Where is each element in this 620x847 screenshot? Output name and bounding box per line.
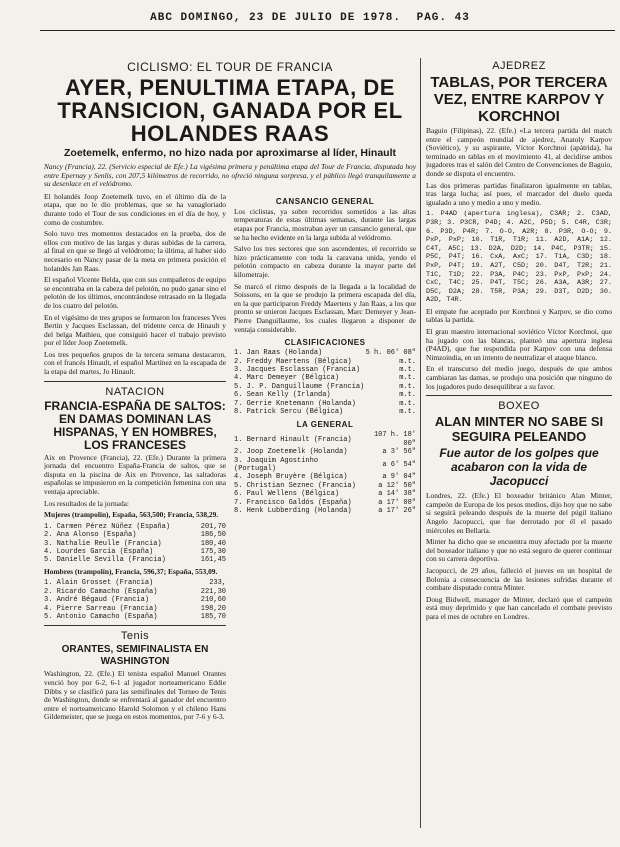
table-row <box>234 358 416 366</box>
swimming-headline: FRANCIA-ESPAÑA DE SALTOS: EN DAMAS DOMINAN LAS HISPANAS, Y EN HOMBRES, LOS FRANCESES <box>44 398 226 452</box>
table-cell: 6. Paul Wellens (Bélgica) <box>234 490 340 499</box>
masthead-rule <box>40 30 615 31</box>
page-number: PAG. 43 <box>416 12 470 24</box>
chess-para: El empate fue aceptado por Korchnoi y Karpov, se dio como tablas la partida. <box>426 306 612 325</box>
table-cell: a 3' 56" <box>382 448 416 457</box>
table-cell: 4. Marc Demeyer (Bélgica) <box>234 374 340 383</box>
table-cell: a 14' 38" <box>378 490 416 499</box>
table-row <box>234 490 416 498</box>
table-cell: 7. Gerrie Knetemann (Holanda) <box>234 399 356 408</box>
chess-section-title: AJEDREZ <box>492 60 546 72</box>
table-cell: 107 h. 18' 00" <box>373 431 416 448</box>
swimming-men-title: Hombres (trampolín), Francia, 596,37; España, 553,09. <box>44 566 218 576</box>
general-results-table <box>234 431 416 515</box>
table-row <box>234 391 416 399</box>
table-cell: m.t. <box>399 357 416 366</box>
table-row <box>234 482 416 490</box>
cycling-right-subcolumn <box>234 193 416 725</box>
table-cell: m.t. <box>399 365 416 374</box>
cycling-headline: AYER, PENULTIMA ETAPA, DE TRANSICION, GANADA POR EL HOLANDES RAAS <box>57 75 403 146</box>
chess-para: El gran maestro internacional soviético Víctor Korchnoi, que ha jugado con las blancas, planteó una apertura inglesa (P4AD), que fue respondida por Karpov con una defensa Nimzoindia, en un intento de neutralizar el ataque blanco. <box>426 327 612 362</box>
table-cell: 8. Patrick Sercu (Bélgica) <box>234 407 344 416</box>
table-row <box>44 588 226 596</box>
table-cell: a 12' 50" <box>378 481 416 490</box>
table-cell: 7. Francisco Galdós (España) <box>234 498 352 507</box>
table-row <box>44 579 226 587</box>
cycling-para: El holandés Joop Zoetemelk tuvo, en el último día de la etapa, que no le dio problemas, que se ha vanagloriado durante todo el Tour de sus condiciones en el día de hoy, y como de costumbre. <box>44 191 226 227</box>
table-row <box>44 556 226 564</box>
section-rule <box>44 381 226 382</box>
table-row <box>44 523 226 531</box>
table-row <box>44 548 226 556</box>
column-divider <box>420 58 421 828</box>
table-cell: 3. André Bégaud (Francia) <box>44 596 150 605</box>
table-cell: 5. Antonio Camacho (España) <box>44 613 158 622</box>
table-cell: 1. Alain Grosset (Francia) <box>44 579 154 588</box>
table-cell: 3. Joaquim Agostinho (Portugal) <box>234 456 319 473</box>
table-cell: 4. Lourdes García (España) <box>44 548 154 557</box>
table-row <box>234 431 416 448</box>
cycling-subhead: CANSANCIO GENERAL <box>275 196 375 206</box>
cycling-para: Se marcó el ritmo después de la llegada a la localidad de Soissons, en la que se produjo la primera escapada del día, en la que participaron Freddy Maertens y Jan Raas, a los que pronto se unieron Jacques Esclassan, Marc Demeyer y Jean-Pierre Danguillaume, los cuales llegaron a disponer de ventaja considerable. <box>234 281 416 334</box>
table-cell: 186,50 <box>200 531 226 540</box>
cycling-left-subcolumn <box>44 193 226 725</box>
table-cell: 3. Jacques Esclassan (Francia) <box>234 365 361 374</box>
table-cell: m.t. <box>399 407 416 416</box>
stage-results-table <box>234 349 416 416</box>
table-cell: 4. Pierre Sarreau (Francia) <box>44 604 158 613</box>
table-cell: 1. Carmen Pérez Núñez (España) <box>44 522 171 531</box>
boxing-headline: ALAN MINTER NO SABE SI SEGUIRA PELEANDO <box>434 414 604 445</box>
table-cell: m.t. <box>399 391 416 400</box>
swimming-men-table <box>44 579 226 621</box>
table-cell: 180,40 <box>200 539 226 548</box>
table-cell: 161,45 <box>200 556 226 565</box>
general-title: LA GENERAL <box>296 420 354 430</box>
chess-para: Las dos primeras partidas finalizaron igualmente en tablas, tras larga lucha; así pues, el marcador del duelo queda igualado a uno y medio a uno y medio. <box>426 180 612 207</box>
table-cell: 221,30 <box>200 587 226 596</box>
table-row <box>44 605 226 613</box>
table-row <box>234 448 416 456</box>
boxing-section-title: BOXEO <box>498 400 540 413</box>
table-cell: m.t. <box>399 382 416 391</box>
table-row <box>234 374 416 382</box>
table-cell: 3. Nathalie Reulle (Francia) <box>44 539 162 548</box>
table-cell: 2. Joop Zoetemelk (Holanda) <box>234 448 348 457</box>
swimming-para: Aix en Provence (Francia), 22. (Efe.) Durante la primera jornada del encuentro España-Francia de saltos, que se disputa en la piscina de Aix en Provence, las saltadoras españolas se impusieron en la competición femenina con una ventaja apreciable. <box>44 452 226 497</box>
cycling-lead: Nancy (Francia), 22. (Servicio especial de Efe.) La vigésima primera y penúltima etapa del Tour de Francia, disputada hoy entre Epernay y Senlis, con 207,5 kilómetros de recorrido, no ofreció ninguna sorpresa, y el público llegó tranquilamente a su desenlace en el velódromo. <box>44 162 416 189</box>
table-row <box>234 473 416 481</box>
table-cell: 1. Bernard Hinault (Francia) <box>234 435 352 444</box>
table-cell: m.t. <box>399 399 416 408</box>
table-cell: 5. Danielle Sevilla (Francia) <box>44 556 166 565</box>
tennis-para: Washington, 22. (Efe.) El tenista español Manuel Orantes venció hoy por 6-2, 6-1 al jugador norteamericano Eddie Dibbs y se clasificó para las semifinales del Torneo de Tenis de Washington, donde se enfrentará al ganador del encuentro entre el norteamericano Harold Solomon y el chileno Hans Gildemeister, que se juega en estos momentos, por 7-6 y 6-3. <box>44 669 226 722</box>
table-cell: 5 h. 06' 08" <box>365 349 416 358</box>
chess-para: En el transcurso del medio juego, después de que ambos cambiaran las damas, se produjo una posición que ninguno de los jugadores pudo desequilibrar a su favor. <box>426 364 612 391</box>
table-row <box>44 613 226 621</box>
cycling-subheadline: Zoetemelk, enfermo, no hizo nada por aproximarse al líder, Hinault <box>64 147 396 159</box>
table-cell: a 9' 04" <box>382 473 416 482</box>
cycling-para: Salvo los tres sectores que son ascendentes, el recorrido se hizo prácticamente con toda la caravana unida, yendo el pelotón compacto en cabeza durante la mayor parte del kilometraje. <box>234 244 416 279</box>
table-row <box>234 366 416 374</box>
table-cell: 5. J. P. Danguillaume (Francia) <box>234 382 365 391</box>
boxing-para: Doug Bidwell, manager de Minter, declaró que el campeón está muy deprimido y que han cancelado el combate previsto para el mes de octubre en Londres. <box>426 594 612 621</box>
swimming-women-table <box>44 523 226 565</box>
section-rule <box>426 395 612 396</box>
chess-para: Baguio (Filipinas), 22. (Efe.) «La tercera partida del match entre el campeón mundial de ajedrez, Anatoly Karpov (Soviético), y su aspirante, Víctor Korchnoi (apátrida), ha terminado en tablas en el movimiento 41, al decidirse ambos jugadores tras el salón del Centro de Convenciones de Baguio, donde se disputa el encuentro. <box>426 126 612 178</box>
table-cell: a 17' 26" <box>378 507 416 515</box>
swimming-section-title: NATACION <box>105 385 165 398</box>
masthead-text: ABC DOMINGO, 23 DE JULIO DE 1978. <box>150 12 401 24</box>
section-rule <box>44 625 226 626</box>
table-row <box>234 457 416 474</box>
cycling-para: En el vigésimo de tres grupos se formaron los franceses Yves Bertin y Jacques Esclassan, del tridente cerca de Hinault y del belga Mathieu, que consiguió hacer el trabajo previsto por el líder Joop Zoetemelk. <box>44 312 226 348</box>
table-cell: 198,20 <box>200 604 226 613</box>
cycling-para: Solo tuvo tres momentos destacados en la prueba, dos de ellos con motivo de las largas y duras subidas de la carrera, al final en que se llegó al velódromo; la última, al haber sido necesario en Nancy pasar de la meta en primera posición el holandés Jan Raas. <box>44 229 226 273</box>
swimming-para: Los resultados de la jornada: <box>44 498 129 508</box>
table-cell: m.t. <box>399 374 416 383</box>
masthead <box>0 12 620 28</box>
table-cell: 2. Freddy Maertens (Bélgica) <box>234 357 352 366</box>
table-row <box>44 531 226 539</box>
cycling-body <box>44 193 416 725</box>
table-cell: 201,70 <box>200 522 226 531</box>
boxing-para: Minter ha dicho que se encuentra muy afectado por la muerte del boxeador italiano y que no está seguro de querer continuar con su carrera deportiva. <box>426 537 612 564</box>
table-cell: 185,70 <box>200 613 226 622</box>
table-row <box>234 349 416 357</box>
table-cell: 175,30 <box>200 548 226 557</box>
table-cell: 5. Christian Seznec (Francia) <box>234 481 356 490</box>
table-cell: 2. Ana Alonso (España) <box>44 531 137 540</box>
table-cell: 6. Sean Kelly (Irlanda) <box>234 391 331 400</box>
table-cell: 210,60 <box>200 596 226 605</box>
tennis-section-title: Tenis <box>120 630 150 643</box>
swimming-women-title: Mujeres (trampolín), España, 563,500; Francia, 538,29. <box>44 510 219 520</box>
chess-moves: 1. P4AD (apertura inglesa), C3AR; 2. C3AD, P3R; 3. P3CR, P4D; 4. A2C, P5D; 5. C4R, C3R; 6. P3D, P4R; 7. O-O, A2R; 8. P3R, O-O; 9. PxP, PxP; 10. T1R, T1R; 11. A2D, A1A; 12. C4T, A5C; 13. D2A, D2D; 14. P4C, P3TR; 15. P5C, P4T; 16. CxA, AxC; 17. T1A, C3D; 18. PxP, P4T; 19. A2T, C5D; 20. D4T, T2R; 21. T1C, T1D; 22. P3A, P4C; 23. PxP, PxP; 24. CxC, T4C; 25. P4T, T5C; 26. A3A, A3R; 27. D5C, D2A; 28. T5R, P3A; 29. D3T, D2D; 30. A2D, T4R. <box>426 210 612 305</box>
table-cell: a 17' 08" <box>378 498 416 507</box>
table-row <box>234 408 416 416</box>
boxing-para: Londres, 22. (Efe.) El boxeador británico Alan Minter, campeón de Europa de los pesos medios, dijo hoy que no sabe si seguirá peleando después de la muerte del púgil italiano Angelo Jacopucci, que fue derrotado por él el pasado miércoles en Bellaria. <box>426 491 612 535</box>
classification-title: CLASIFICACIONES <box>284 338 366 348</box>
table-cell: 1. Jan Raas (Holanda) <box>234 349 323 358</box>
boxing-para: Jacopucci, de 29 años, falleció el jueves en un hospital de Bolonia a consecuencia de las lesiones sufridas durante el combate disputado contra Minter. <box>426 565 612 593</box>
table-row <box>234 507 416 515</box>
table-row <box>234 383 416 391</box>
cycling-para: Los tres pequeños grupos de la tercera semana destacaron, con el francés Hinault, el español Martínez en la escapada de la etapa del martes, Jo Hinault. <box>44 349 226 377</box>
boxing-subheadline: Fue autor de los golpes que acabaron con la vida de Jacopucci <box>439 446 599 489</box>
cycling-para: El español Vicente Belda, que con sus compañeros de equipo se encontraba en la cabeza del pelotón, no pudo ganar sino el pelotón de los últimos, encontrándose retrasado en la llegada de los cuatro del pelotón. <box>44 275 226 310</box>
left-column <box>44 58 416 828</box>
table-cell: 2. Ricardo Camacho (España) <box>44 587 158 596</box>
table-row <box>234 499 416 507</box>
chess-headline: TABLAS, POR TERCERA VEZ, ENTRE KARPOV Y KORCHNOI <box>430 74 608 125</box>
table-cell: 4. Joseph Bruyère (Bélgica) <box>234 473 348 482</box>
table-row <box>44 540 226 548</box>
cycling-para: Los ciclistas, ya sobre recorridos sometidos a las altas temperaturas de estas últimas semanas, durante las largas etapas por Francia, mostraban ayer un cansancio general, que se ha hecho evidente en la larga subida al velódromo. <box>234 206 416 242</box>
table-row <box>234 400 416 408</box>
cycling-section-title: CICLISMO: EL TOUR DE FRANCIA <box>127 60 333 74</box>
tennis-headline: ORANTES, SEMIFINALISTA EN WASHINGTON <box>61 644 209 668</box>
table-cell: 8. Henk Lubberding (Holanda) <box>234 507 352 515</box>
right-column <box>426 58 612 828</box>
table-cell: a 6' 54" <box>382 460 416 469</box>
table-row <box>44 596 226 604</box>
table-cell: 233, <box>209 579 226 588</box>
